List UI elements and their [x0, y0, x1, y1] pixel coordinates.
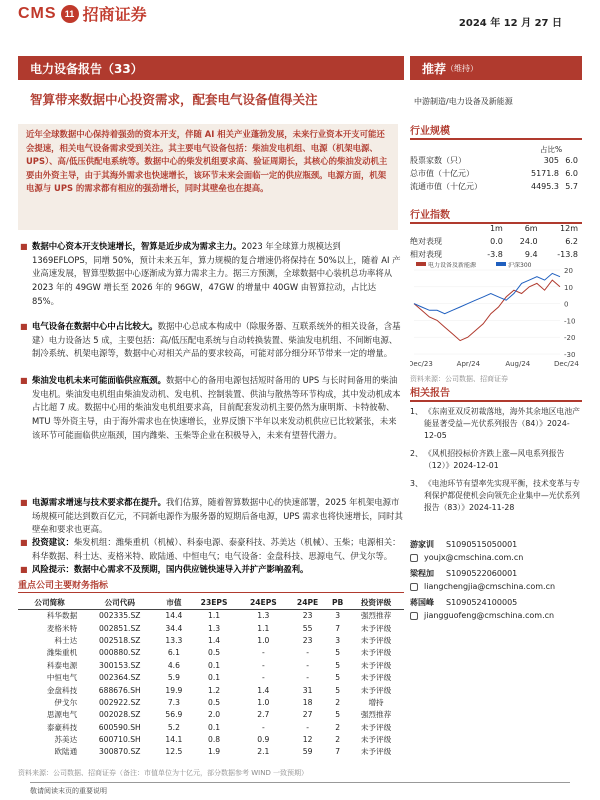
rating-band: [410, 56, 582, 80]
index-chart-svg: [410, 262, 582, 372]
analyst-cert: S1090524100005: [446, 598, 518, 607]
bullet-head: 数据中心资本开支快速增长，智算是近步成为需求主力。: [32, 241, 242, 251]
company-logo: [18, 2, 147, 25]
table-cell: 欧陆通: [54, 747, 78, 757]
related-text: 《风机招投标价齐跌上涨—风电系列报告（12）》2024-12-01: [424, 449, 565, 470]
analyst-email[interactable]: jiangguofeng@cmschina.com.cn: [424, 611, 555, 620]
table-cell: 增持: [368, 697, 384, 707]
bullet-head: 柴油发电机未来可能面临供应瓶颈。: [32, 375, 166, 385]
scale-label: 股票家数（只）: [410, 156, 466, 165]
table-cell: 34.4: [165, 623, 183, 633]
table-cell: 0.8: [208, 735, 221, 745]
table-cell: 强烈推荐: [360, 710, 392, 720]
analyst-list: [410, 538, 555, 625]
table-cell: 27: [302, 710, 313, 720]
table-cell: 未予评级: [360, 685, 392, 695]
footer-note: 敬请阅读末页的重要说明: [30, 782, 570, 796]
table-cell: 13.3: [165, 635, 183, 645]
table-cell: 1.2: [208, 685, 221, 695]
table-row: [18, 647, 404, 659]
table-cell: 5.2: [167, 722, 180, 732]
index-cell: 相对表现: [410, 250, 442, 259]
table-row: [18, 733, 404, 745]
logo-text-en: CMS: [18, 4, 57, 22]
table-header: 24EPS: [239, 596, 288, 610]
table-cell: 12: [302, 735, 313, 745]
table-cell: 未予评级: [360, 722, 392, 732]
table-cell: 002922.SZ: [99, 697, 141, 707]
analyst-entry: [410, 538, 555, 564]
table-cell: 0.1: [208, 660, 221, 670]
table-cell: 麦格米特: [46, 623, 78, 633]
index-cell: 24.0: [519, 237, 538, 246]
table-cell: 伊戈尔: [54, 697, 78, 707]
analyst-name: 蒋国峰: [410, 598, 434, 607]
table-cell: 002364.SZ: [99, 673, 141, 683]
table-cell: 1.1: [257, 623, 270, 633]
bullet-3: [18, 374, 404, 443]
table-cell: 000880.SZ: [99, 648, 141, 658]
table-cell: 未予评级: [360, 660, 392, 670]
bullet-head: 投资建议：: [32, 537, 74, 547]
logo-mark: 11: [61, 5, 79, 23]
table-cell: 未予评级: [360, 673, 392, 683]
sector-label: 中游制造/电力设备及新能源: [414, 97, 513, 106]
table-cell: 科华数据: [46, 611, 78, 621]
analyst-entry: [410, 596, 555, 622]
table-cell: 18: [302, 697, 313, 707]
table-cell: 0.5: [208, 648, 221, 658]
table-cell: 未予评级: [360, 735, 392, 745]
table-cell: 7.3: [167, 697, 180, 707]
related-title: 相关报告: [410, 384, 582, 402]
bullet-head: 电源需求增速与技术要求都在提升。: [32, 497, 166, 507]
table-cell: 中恒电气: [46, 673, 78, 683]
index-cell: 9.4: [524, 250, 538, 259]
table-header: 23EPS: [189, 596, 238, 610]
table-cell: -: [261, 722, 265, 732]
analyst-cert: S1090515050001: [446, 540, 518, 549]
related-report[interactable]: [410, 478, 582, 514]
table-cell: 688676.SH: [98, 685, 141, 695]
industry-index-title: 行业指数: [410, 206, 582, 224]
table-header: 24PE: [288, 596, 327, 610]
table-cell: 3: [335, 611, 341, 621]
table-cell: 56.9: [165, 710, 183, 720]
table-cell: 55: [302, 623, 313, 633]
report-series: 电力设备报告（33）: [30, 61, 143, 76]
scale-value: 305: [543, 156, 559, 165]
bullet-body: 数据中心总成本构成中（除服务器、互联系统外的相关设备，含基建）电力设备达 5 成，主要包括：高/低压配电系统与自动转换装置、柴油发电机组、不间断电源、制冷系统、机架电源等，数据中心对相关产品的要求较高，可能对部分细分环节带来一定的增量。: [32, 321, 401, 359]
table-cell: 强烈推荐: [360, 611, 392, 621]
bullet-head: 风险提示：数据中心需求不及预期，国内供应链快速导入并扩产影响盈利。: [32, 564, 309, 574]
y-tick-label: 10: [564, 283, 573, 292]
report-series-band: [18, 56, 404, 80]
bullet-6: [18, 563, 404, 577]
table-cell: 3: [335, 635, 341, 645]
related-num: 3、: [410, 479, 423, 488]
table-cell: 002335.SZ: [99, 611, 141, 621]
table-header: PB: [327, 596, 348, 610]
index-header: 1m: [489, 224, 503, 233]
series-line: [414, 273, 560, 313]
legend-swatch: [416, 262, 426, 266]
scale-row: [410, 167, 578, 180]
table-cell: 2.7: [257, 710, 270, 720]
table-cell: 2: [335, 697, 341, 707]
index-cell: 6.2: [565, 237, 578, 246]
table-cell: 31: [302, 685, 313, 695]
table-cell: 未予评级: [360, 747, 392, 757]
table-cell: 2: [335, 735, 341, 745]
related-report[interactable]: [410, 448, 582, 472]
table-cell: -: [261, 648, 265, 658]
table-cell: 5: [335, 660, 341, 670]
analyst-email[interactable]: liangchengjia@cmschina.com.cn: [424, 582, 556, 591]
table-cell: 600710.SH: [98, 735, 141, 745]
table-row: [18, 709, 404, 721]
mail-icon: [410, 554, 418, 562]
financial-table: [18, 596, 404, 758]
table-cell: 12.5: [165, 747, 183, 757]
mail-icon: [410, 583, 418, 591]
analyst-email[interactable]: youjx@cmschina.com.cn: [424, 553, 524, 562]
table-cell: 2.0: [208, 710, 221, 720]
table-cell: 苏美达: [54, 735, 78, 745]
mail-icon: [410, 612, 418, 620]
index-cell: 0.0: [490, 237, 503, 246]
index-header: [410, 222, 472, 235]
industry-index-table: [410, 222, 578, 261]
table-cell: 19.9: [165, 685, 183, 695]
scale-label: 流通市值（十亿元）: [410, 182, 482, 191]
y-tick-label: -10: [564, 317, 576, 326]
table-cell: 未予评级: [360, 623, 392, 633]
table-cell: 002851.SZ: [99, 623, 141, 633]
scale-row: [410, 180, 578, 193]
table-row: [18, 746, 404, 758]
industry-scale-table: [410, 154, 578, 193]
table-row: [18, 622, 404, 634]
analyst-name: 游家训: [410, 540, 434, 549]
table-cell: 1.0: [257, 697, 270, 707]
table-cell: 未予评级: [360, 635, 392, 645]
table-cell: 2.1: [257, 747, 270, 757]
table-cell: 潍柴重机: [46, 648, 78, 658]
index-row: [410, 248, 578, 261]
table-cell: 7: [335, 623, 341, 633]
index-chart: [410, 262, 582, 372]
related-text: 《东南亚双反初裁落地，海外其余地区电池产能显著受益—光伏系列报告（84）》2024-12-05: [424, 407, 580, 440]
x-tick-label: Aug/24: [505, 360, 531, 368]
bullet-1: [18, 240, 404, 309]
scale-pct: 6.0: [565, 156, 578, 165]
table-cell: 1.4: [208, 635, 221, 645]
table-row: [18, 696, 404, 708]
table-cell: -: [261, 673, 265, 683]
y-tick-label: 0: [564, 300, 569, 309]
table-cell: 59: [302, 747, 313, 757]
report-date: 2024 年 12 月 27 日: [458, 18, 562, 29]
table-title: 重点公司主要财务指标: [18, 578, 404, 593]
table-cell: 300153.SZ: [99, 660, 141, 670]
table-row: [18, 659, 404, 671]
table-cell: 23: [302, 611, 313, 621]
table-source: 资料来源：公司数据、招商证券（备注：市值单位为十亿元，部分数据参考 WIND 一致预期）: [18, 769, 309, 777]
table-cell: 1.1: [208, 611, 221, 621]
table-cell: 0.1: [208, 722, 221, 732]
scale-pct: 6.0: [565, 169, 578, 178]
related-report[interactable]: [410, 406, 582, 442]
y-tick-label: -20: [564, 334, 576, 343]
y-tick-label: -30: [564, 351, 576, 359]
legend-swatch: [496, 262, 506, 266]
related-num: 1、: [410, 407, 423, 416]
table-cell: 思源电气: [46, 710, 78, 720]
bullet-5: [18, 536, 404, 563]
legend-label: 电力设备及新能源: [428, 262, 477, 269]
table-cell: -: [306, 660, 309, 670]
table-cell: 0.9: [257, 735, 270, 745]
index-cell: -3.8: [487, 250, 503, 259]
table-row: [18, 634, 404, 646]
table-cell: -: [261, 660, 265, 670]
table-cell: 金盘科技: [46, 685, 78, 695]
x-tick-label: Dec/24: [554, 360, 579, 368]
table-cell: 5: [335, 710, 341, 720]
scale-value: 4495.3: [531, 182, 559, 191]
bullet-2: [18, 320, 404, 361]
table-row: [18, 684, 404, 696]
scale-row: [410, 154, 578, 167]
table-header: 公司简称: [18, 596, 81, 610]
bullet-body: 我们估算，随着智算数据中心的快速部署，2025 年机架电源市场规模可能达到数百亿元，不同新电源作为服务器的短期后备电源，UPS 需求也将快速增长，同时其壁垒和要求也更高。: [32, 497, 403, 535]
table-cell: 5.9: [167, 673, 180, 683]
table-cell: 科泰电源: [46, 660, 78, 670]
table-cell: 002518.SZ: [99, 635, 141, 645]
table-cell: 002028.SZ: [99, 710, 141, 720]
table-row: [18, 671, 404, 683]
table-cell: 1.0: [257, 635, 270, 645]
table-cell: 4.6: [167, 660, 180, 670]
analyst-cert: S1090522060001: [446, 569, 518, 578]
table-row: [18, 610, 404, 622]
related-num: 2、: [410, 449, 423, 458]
table-cell: 5: [335, 648, 341, 658]
pct-header: 占比%: [540, 145, 563, 154]
scale-label: 总市值（十亿元）: [410, 169, 474, 178]
table-cell: 0.1: [208, 673, 221, 683]
x-tick-label: Apr/24: [456, 360, 481, 368]
index-cell: -13.8: [557, 250, 578, 259]
index-row: [410, 235, 578, 248]
chart-source: 资料来源：公司数据、招商证券: [410, 375, 508, 383]
index-cell: 绝对表现: [410, 237, 442, 246]
analyst-name: 梁程加: [410, 569, 434, 578]
logo-text-cn: 招商证券: [82, 5, 147, 24]
bullet-body: 2023 年全球算力规模达到 1369EFLOPS，同增 50%，预计未来五年，算力规模的复合增速仍将保持在 50%以上，随着 AI 产业高速发展，智算型数据中心逐渐成为算力需求主力。据三方预测，全球数据中心装机总功率将从 2023 年的 49GW 增长至 2026 年的 96GW，47GW 的增量中 40GW 由智算拉动，占比达 85%。: [32, 241, 401, 306]
table-cell: 1.4: [257, 685, 270, 695]
table-cell: 1.9: [208, 747, 221, 757]
y-tick-label: 20: [564, 267, 573, 275]
industry-scale-title: 行业规模: [410, 122, 582, 140]
bullet-body: 柴发机组：潍柴重机（机械）、科泰电源、泰豪科技、苏美达（机械）、玉柴；电源相关：科华数据、科士达、麦格米特、欧陆通、中恒电气；电气设备：金盘科技、思源电气、伊戈尔等。: [32, 537, 401, 561]
table-cell: 7: [335, 747, 341, 757]
table-cell: 未予评级: [360, 648, 392, 658]
table-cell: 5: [335, 685, 341, 695]
table-header: 投资评级: [348, 596, 404, 610]
summary-box: 近年全球数据中心保持着强劲的资本开支，伴随 AI 相关产业蓬勃发展，未来行业资本开支可能还会提速，相关电气设备需求受到关注。其主要电气设备包括：柴油发电机组、电源（机架电源、UPS）、高/低压供配电系统等。数据中心的柴发机组要求高、验证周期长，其核心的柴油发动机主要由外资主导，由于其海外需求也快速增长，该环节未来会面临一定的供应瓶颈。电源方面，机架电源与 UPS 的需求都有相应的强劲增长，同时其壁垒也在提高。: [18, 124, 398, 230]
report-title: 智算带来数据中心投资需求，配套电气设备值得关注: [30, 92, 318, 107]
bullet-head: 电气设备在数据中心中占比较大。: [32, 321, 158, 331]
index-header: 12m: [560, 224, 578, 233]
table-cell: 23: [302, 635, 313, 645]
table-cell: -: [306, 648, 309, 658]
legend-label: 沪深300: [508, 262, 532, 269]
table-header: 公司代码: [81, 596, 158, 610]
table-cell: -: [306, 722, 309, 732]
related-list: [410, 406, 582, 520]
table-row: [18, 721, 404, 733]
table-cell: -: [306, 673, 309, 683]
x-tick-label: Dec/23: [410, 360, 433, 368]
bullet-4: [18, 496, 404, 537]
table-cell: 科士达: [54, 635, 78, 645]
scale-value: 5171.8: [531, 169, 559, 178]
analyst-entry: [410, 567, 555, 593]
table-cell: 300870.SZ: [99, 747, 141, 757]
table-cell: 5: [335, 673, 341, 683]
table-cell: 1.3: [208, 623, 221, 633]
table-cell: 6.1: [167, 648, 180, 658]
scale-pct: 5.7: [565, 182, 578, 191]
rating-note: （维持）: [446, 63, 479, 73]
table-cell: 泰豪科技: [46, 722, 78, 732]
index-header: 6m: [524, 224, 538, 233]
bullet-body: 数据中心的备用电源包括短时备用的 UPS 与长时间备用的柴油发电机。柴油发电机组由柴油发动机、发电机、控制装置、供油与散热等环节构成，其中发动机成本占比超 7 成。数据中心用的柴油发电机组要求高，目前配套发动机主要仍然为康明斯、卡特彼勒、MTU 等外资主导，由于海外需求也在快速增长，业界反馈下半年以来发动机供应已比较紧张，未来该环节可能面临供应瓶颈，国内潍柴、玉柴等企业在积极导入，未来有望替代潜力。: [32, 375, 401, 440]
table-cell: 14.1: [165, 735, 183, 745]
table-cell: 2: [335, 722, 341, 732]
rating-label: 推荐: [422, 61, 447, 76]
table-header: 市值: [158, 596, 189, 610]
related-text: 《电池环节有望率先实现平衡，技术变革与专利保护都促使机会向领先企业集中—光伏系列报告（83）》2024-11-28: [424, 479, 580, 512]
table-cell: 600590.SH: [98, 722, 141, 732]
table-cell: 14.4: [165, 611, 183, 621]
table-cell: 0.5: [208, 697, 221, 707]
table-cell: 1.3: [257, 611, 270, 621]
